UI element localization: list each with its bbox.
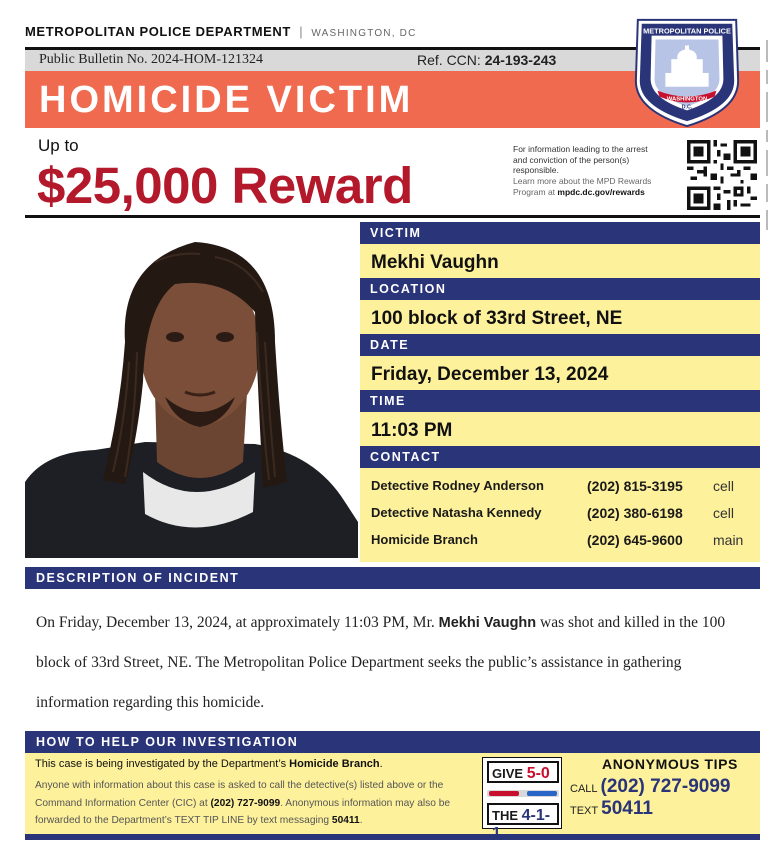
help-body-part: . Anonymous information may also be forwarded to the Department’s TEXT TIP LINE by text messaging (35, 797, 451, 826)
bottom-rule (25, 834, 760, 840)
reward-upto: Up to (38, 136, 79, 155)
victim-name: Mekhi Vaughn (360, 244, 760, 278)
give-50-text (487, 761, 559, 783)
contact-row (371, 499, 760, 526)
reward-info (513, 144, 675, 197)
victim-label: VICTIM (360, 222, 760, 244)
reward-learn-line: Learn more about the MPD Rewards (513, 175, 652, 186)
victim-photo (25, 222, 358, 558)
contact-phone[interactable]: (202) 815-3195 (587, 477, 683, 494)
contact-name: Detective Rodney Anderson (371, 478, 544, 493)
contact-phone[interactable]: (202) 645-9600 (587, 531, 683, 548)
anonymous-tips-title: ANONYMOUS TIPS (602, 756, 738, 772)
help-intro-suffix: . (379, 758, 383, 770)
description-text (36, 603, 756, 723)
department-name: METROPOLITAN POLICE DEPARTMENT (25, 24, 291, 39)
side-margin-marks (764, 40, 770, 230)
badge-bottom-text: WASHINGTON (666, 96, 708, 103)
cic-number[interactable]: (202) 727-9099 (210, 797, 281, 809)
anonymous-call-row (570, 776, 756, 798)
description-part: On Friday, December 13, 2024, at approximately 11:03 PM, Mr. (36, 614, 439, 631)
give-50-logo (482, 757, 562, 829)
help-body-part: . (359, 815, 363, 826)
victim-portrait-image (25, 222, 358, 558)
the-number: 4-1- (521, 807, 551, 824)
contact-row (371, 472, 760, 499)
help-heading: HOW TO HELP OUR INVESTIGATION (25, 731, 760, 753)
give-prefix: GIVE (492, 766, 527, 781)
description-heading: DESCRIPTION OF INCIDENT (25, 567, 760, 589)
reward-info-line: and conviction of the person(s) (513, 154, 630, 165)
badge-top-text: METROPOLITAN POLICE (643, 26, 731, 36)
time-label: TIME (360, 390, 760, 412)
contact-name: Detective Natasha Kennedy (371, 505, 542, 520)
anonymous-tips (570, 756, 756, 820)
call-number[interactable]: (202) 727-9099 (600, 776, 731, 797)
date-label: DATE (360, 334, 760, 356)
badge-bottom-text2: D.C. (681, 104, 693, 111)
the-prefix: THE (492, 808, 522, 823)
help-intro (35, 758, 383, 770)
help-box (25, 753, 760, 834)
help-body (35, 777, 481, 830)
bulletin-number: Public Bulletin No. 2024-HOM-121324 (39, 52, 263, 67)
mpd-badge-icon (628, 12, 746, 130)
header-separator: | (299, 24, 304, 39)
help-intro-branch: Homicide Branch (289, 758, 380, 770)
qr-code-icon[interactable] (687, 140, 757, 210)
text-label: TEXT (570, 805, 599, 817)
reward-info-line: responsible. (513, 165, 559, 176)
contact-type: cell (713, 504, 735, 521)
page-title: HOMICIDE VICTIM (39, 79, 414, 121)
location-label: LOCATION (360, 278, 760, 300)
ccn-reference (417, 52, 556, 68)
reward-info-line: For information leading to the arrest (513, 144, 648, 154)
description-victim-name: Mekhi Vaughn (438, 615, 537, 631)
anonymous-text-row (570, 798, 756, 820)
location-value: 100 block of 33rd Street, NE (360, 300, 760, 334)
reward-amount: $25,000 Reward (37, 157, 413, 214)
contact-type: main (713, 531, 744, 548)
department-city: WASHINGTON, DC (311, 28, 417, 39)
contact-label: CONTACT (360, 446, 760, 468)
help-intro-prefix: This case is being investigated by the Department’s (35, 758, 290, 770)
reward-program-line (513, 187, 675, 198)
police-lights-icon (487, 786, 559, 800)
help-body-part: Anyone with information about this case is asked to call the detective(s) listed above or the Command Information Center (CIC) at (35, 780, 444, 809)
reward-section (25, 130, 760, 218)
victim-info-panel (360, 222, 760, 558)
contact-type: cell (713, 477, 735, 494)
contact-row (371, 526, 760, 553)
call-label: CALL (570, 783, 598, 795)
time-value: 11:03 PM (360, 412, 760, 446)
description-part: was shot and killed in the 100 block of 33rd Street, NE. The Metropolitan Police Department seeks the public’s assistance in gathering information regarding this homicide. (36, 614, 726, 711)
contact-list (360, 468, 760, 562)
date-value: Friday, December 13, 2024 (360, 356, 760, 390)
reward-program-prefix: Program at (513, 186, 558, 197)
ccn-value: 24-193-243 (484, 52, 557, 68)
contact-name: Homicide Branch (371, 532, 478, 547)
contact-phone[interactable]: (202) 380-6198 (587, 504, 683, 521)
text-number[interactable]: 50411 (601, 798, 653, 819)
ccn-label: Ref. CCN: (417, 52, 481, 68)
the-411-text (487, 803, 559, 825)
text-tip-number[interactable]: 50411 (331, 815, 360, 826)
rewards-link[interactable]: mpdc.dc.gov/rewards (557, 186, 645, 197)
give-number: 5-0 (526, 765, 550, 782)
